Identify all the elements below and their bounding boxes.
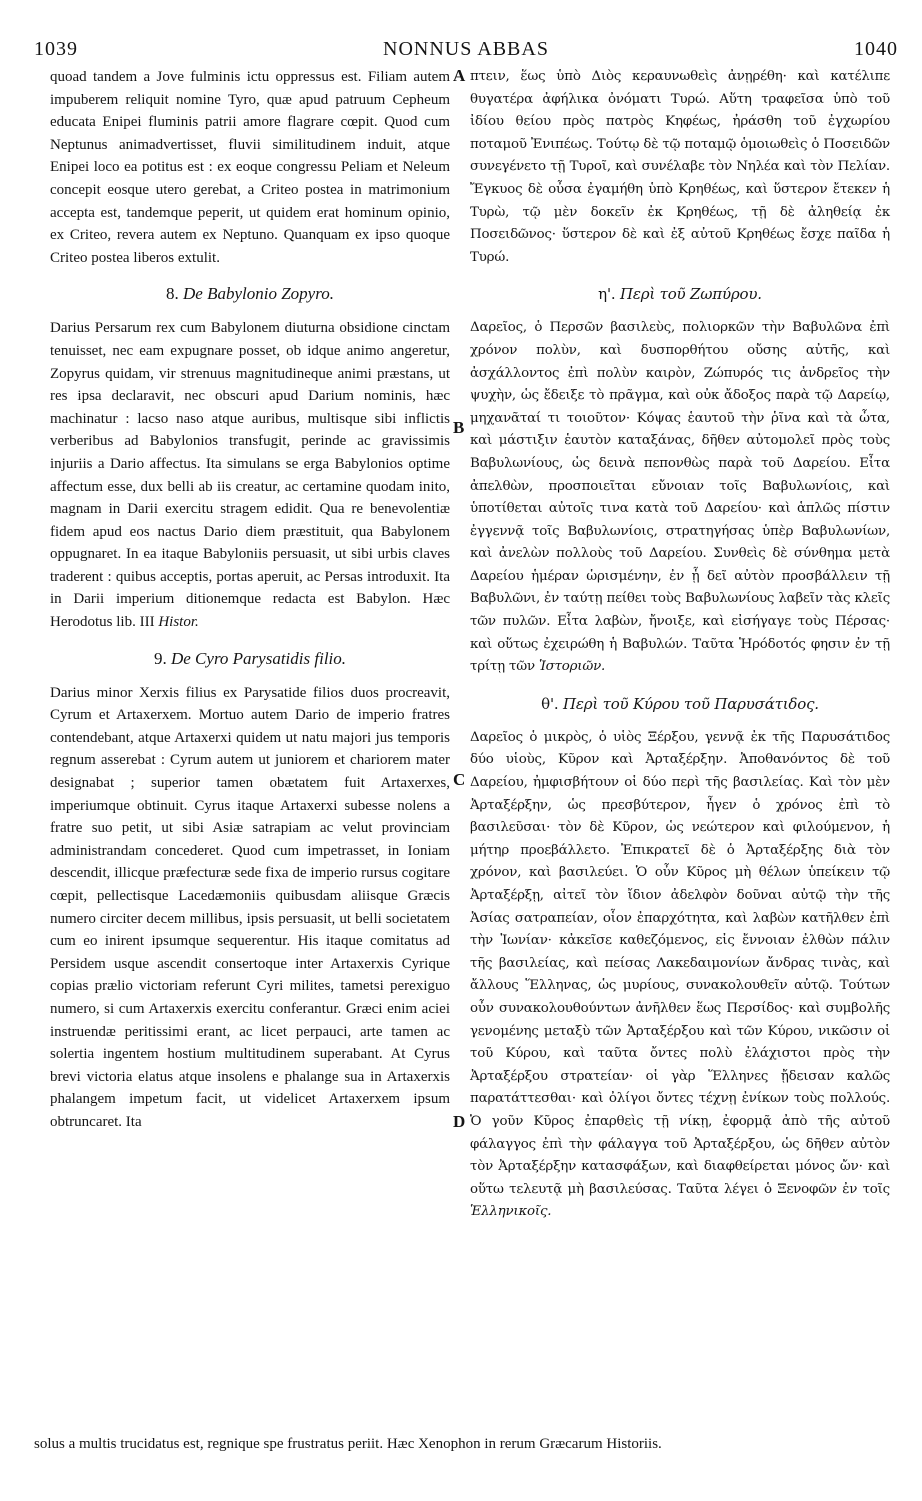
margin-marker-d: D [453, 1112, 466, 1131]
greek-paragraph-9-source: Ἑλληνικοῖς. [470, 1204, 552, 1220]
latin-intro-paragraph: quoad tandem a Jove fulminis ictu oppressus est. Filiam autem impuberem reliquit nomine Tyro, quæ apud patruum Cepheum educata Enipei fluminis patrii amore flagrare cœpit. Quod cum Neptunus animadvertisset, fluvii similitudinem induit, atque Enipei loco ea potitus est : ex eoque congressu Peliam et Neleum concepit eosque utero gerebat, a Criteo postea in matrimonium accepta est, tandemque peperit, ut quidem erat hominum opinio, ex Criteo, revera autem ex Neptuno. Quanquam ex ipso quoque Criteo postea liberos extulit. [50, 69, 450, 266]
greek-intro-paragraph: πτειν, ἕως ὑπὸ Διὸς κεραυνωθεὶς ἀνῃρέθη· καὶ κατέλιπε θυγατέρα ἀφήλικα ὀνόματι Τυρώ. Αὕτη τραφεῖσα ὑπὸ τοῦ ἰδίου θείου πρὸς πατρὸς Κηφέως, ἠράσθη τοῦ ἐγχωρίου ποταμοῦ Ἐνιπέως. Τούτῳ δὲ τῷ ποταμῷ ὁμοιωθεὶς ὁ Ποσειδῶν συνεγένετο τῇ Τυροῖ, καὶ συνέλαβε τὸν Νηλέα καὶ τὸν Πελίαν. Ἔγκυος δὲ οὖσα ἐγαμήθη ὑπὸ Κρηθέως, καὶ ὕστερον ἔτεκεν ἡ Τυρὼ, τῷ μὲν δοκεῖν ἐκ Κρηθέως, τῇ δὲ ἀληθείᾳ ἐκ Ποσειδῶνος· ὕστερον δὲ καὶ ἐξ αὐτοῦ Κρηθέως ἔσχε παῖδα ἡ Τυρώ. [470, 69, 890, 265]
margin-marker-a: A [453, 66, 466, 85]
latin-heading-9 [50, 648, 450, 670]
page-number-left: 1039 [34, 38, 78, 60]
greek-heading-9-number: θ'. [541, 694, 559, 713]
latin-column [50, 66, 450, 1134]
greek-column [470, 66, 890, 1224]
margin-marker-c: C [453, 770, 466, 789]
latin-paragraph-8-source: Histor. [158, 614, 199, 631]
page-number-right: 1040 [854, 38, 898, 60]
latin-paragraph-9: Darius minor Xerxis filius ex Parysatide filios duos procreavit, Cyrum et Artaxerxem. Mortuo autem Dario de imperio fratres contendebant, atque Artaxerxi quidem ut natu majori jus temporis regnum asserebat : Cyrum autem ut juniorem et chariorem mater designabat ; superior tamen obætatem fuit Artaxerxes, imperiumque obtinuit. Cyrus itaque Artaxerxi subesse nolens a fratre suo petit, ut sibi Asiæ satrapiam ac velut provinciam administrandam concederet. Quod cum impetrasset, in Ioniam descendit, illicque præfecturæ sede fixa de imperio rursus cogitare cœpit, pellectisque Lacedæmoniis quibusdam aliisque Græcis numero circiter decem millibus, ipsis persuasit, ut belli societatem cum eo inirent ipsumque sequerentur. His itaque comitatus ad Persidem usque ascendit consertoque inter Artaxerxis Cyrique copias prælio victoriam referunt Cyri milites, tametsi perexiguo numero, si cum Artaxerxis exercitu conferantur. Græci enim aciei instruendæ peritissimi erant, ac licet perpauci, arte tamen ac solertia ingentem hostium multitudinem superabant. At Cyrus brevi victoria elatus atque insolens e phalange sua in Artaxerxis phalangem impetum facit, ut videlicet Artaxerxem ipsum obtruncaret. Ita [50, 684, 450, 1130]
latin-paragraph-8-text: Darius Persarum rex cum Babylonem diuturna obsidione cinctam tenuisset, nec eam expugnare posset, ob idque animo angeretur, Zopyrus quidam, vir strenuus magnitudineque animi præstans, ut res ipsa declaravit, nec obscuri apud Darium nominis, hæc machinatur : lacso naso atque auribus, multisque sibi inflictis verberibus ad Babylonios transfugit, perinde ac gravissimis injuriis a Dario affectus. Ita simulans se erga Babylonios optime affectum esse, dux belli ab iis creatur, ac certamine quodam inito, magnam in Darii exercitu stragem edidit. Qua re benevolentiæ fidem apud eos nactus Dario diem præstituit, qua Babylonem oppugnaret. In ea itaque Babyloniis persuasit, ut sibi urbis claves traderent : quibus acceptis, portas aperuit, ac Persas introduxit. Ita in Darii imperium ditionemque redacta est Babylon. Hæc Herodotus lib. III [50, 320, 450, 631]
greek-paragraph-9 [470, 727, 890, 1224]
margin-marker-b: B [453, 418, 465, 437]
greek-heading-8 [470, 283, 890, 305]
latin-heading-9-number: 9. [153, 648, 167, 668]
greek-paragraph-8 [470, 317, 890, 679]
latin-heading-8-title: De Babylonio Zopyro. [183, 284, 334, 304]
running-title: NONNUS ABBAS [383, 38, 549, 60]
latin-heading-8 [50, 283, 450, 305]
greek-paragraph-9-text: Δαρεῖος ὁ μικρὸς, ὁ υἱὸς Ξέρξου, γεννᾷ ἐκ τῆς Παρυσάτιδος δύο υἱοὺς, Κῦρον καὶ Ἀρταξέρξην. Ἀποθανόντος δὲ τοῦ Δαρείου, ἠμφισβήτουν οἱ δύο περὶ τῆς βασιλείας. Καὶ τὸν μὲν Ἀρταξέρξην, ὡς πρεσβύτερον, ἦγεν ὁ χρόνος ἐπὶ τὸ βασιλεῦσαι· τὸν δὲ Κῦρον, ὡς νεώτερον καὶ φιλούμενον, ἡ μήτηρ προεβάλλετο. Ἐπικρατεῖ δὲ ὁ Ἀρταξέρξης διὰ τὸν χρόνον, καὶ βασιλεύει. Ὁ οὖν Κῦρος μὴ θέλων ὑπείκειν τῷ Ἀρταξέρξῃ, αἰτεῖ τὸν ἴδιον ἀδελφὸν δοῦναι αὐτῷ τὴν τῆς Ἀσίας σατραπείαν, οἷον ἐπαρχότητα, καὶ λαβὼν κατῆλθεν ἐπὶ τὴν Ἰωνίαν· κἀκεῖσε καθεζόμενος, εἰς ἔννοιαν ἐλθὼν πάλιν τῆς βασιλείας, καὶ πείσας Λακεδαιμονίων ἄνδρας τινὰς, καὶ ἄλλους Ἕλληνας, ὡς μυρίους, συνακολουθεῖν αὐτῷ. Τούτων οὖν συνακολουθούντων ἀνῆλθεν ἕως Περσίδος· καὶ συμβολῆς γενομένης μεταξὺ τῶν Ἀρταξέρξου καὶ τῶν Κύρου, νικῶσιν οἱ τοῦ Κύρου, καὶ ταῦτα ὄντες πολὺ ἐλάχιστοι πρὸς τὴν Ἀρταξέρξου στρατείαν· οἱ γὰρ Ἕλληνες ᾔδεισαν καλῶς παρατάττεσθαι· καὶ ὀλίγοι ὄντες τέχνῃ ἐνίκων τοὺς πολλούς. Ὁ γοῦν Κῦρος ἐπαρθεὶς τῇ νίκῃ, ἐφορμᾷ ἀπὸ τῆς αὐτοῦ φάλαγγος ἐπὶ τὴν φάλαγγα τοῦ Ἀρταξέρξου, ὡς δῆθεν αὐτὸν τὸν Ἀρταξέρξην κατασφάξων, καὶ διαφθείρεται μόνος ὤν· καὶ οὕτω τελευτᾷ μὴ βασιλεύσας. Ταῦτα λέγει ὁ Ξενοφῶν ἐν τοῖς [470, 729, 890, 1197]
latin-heading-8-number: 8. [166, 284, 179, 304]
greek-paragraph-8-text: Δαρεῖος, ὁ Περσῶν βασιλεὺς, πολιορκῶν τὴν Βαβυλῶνα ἐπὶ χρόνον πολὺν, καὶ δυσπορθήτου οὔσης αὐτῆς, καὶ ἀσχάλλοντος ἐπὶ πολὺν καιρὸν, Ζώπυρός τις ἀνδρεῖος τὴν ψυχὴν, ὡς ἔδειξε τὸ πρᾶγμα, καὶ οὐκ ἄδοξος παρὰ τῷ Δαρείῳ, μηχανᾶταί τι τοιοῦτον· Κόψας ἑαυτοῦ τὴν ῥῖνα καὶ τὰ ὦτα, καὶ μάστιξιν ἑαυτὸν καταξάνας, δῆθεν αὐτομολεῖ πρὸς τοὺς Βαβυλωνίους, ὡς δεινὰ πεπονθὼς παρὰ τοῦ Δαρείου. Εἶτα ἀπελθὼν, προσποιεῖται εὔνοιαν τοῖς Βαβυλωνίοις, καὶ ὑποτίθεται αὐτοῖς τινα κατὰ τοῦ Δαρείου· καὶ ἁπλῶς πίστιν ἐγγεννᾷ τοῖς Βαβυλωνίοις, στρατηγήσας ὑπὲρ Βαβυλωνίων, καὶ ἀνελὼν πολλοὺς τοῦ Δαρείου. Συνθεὶς δὲ σύνθημα μετὰ Δαρείου ἡμέραν ὡρισμένην, ἐν ᾗ δεῖ αὐτὸν προσβάλλειν τῇ Βαβυλῶνι, ἐν ταύτῃ πείθει τοὺς Βαβυλωνίους λαβεῖν τὰς κλεῖς τῶν πυλῶν. Εἶτα λαβὼν, ἤνοιξε, καὶ εἰσήγαγε τοὺς Πέρσας· καὶ οὕτως ἐχειρώθη ἡ Βαβυλών. Ταῦτα Ἡρόδοτός φησιν ἐν τῇ τρίτῃ τῶν [470, 320, 890, 675]
greek-paragraph-8-source: Ἱστοριῶν. [538, 659, 606, 675]
latin-heading-9-title: De Cyro Parysatidis filio. [170, 648, 347, 668]
greek-heading-9-title: Περὶ τοῦ Κύρου τοῦ Παρυσάτιδος. [563, 694, 819, 713]
greek-heading-9 [470, 693, 890, 715]
running-header [34, 38, 898, 64]
latin-paragraph-8 [50, 317, 450, 633]
greek-heading-8-number: η'. [598, 285, 616, 304]
greek-heading-8-title: Περὶ τοῦ Ζωπύρου. [620, 285, 762, 304]
latin-continuation-line: solus a multis trucidatus est, regnique spe frustratus periit. Hæc Xenophon in rerum Græcarum Historiis. [34, 1436, 662, 1452]
